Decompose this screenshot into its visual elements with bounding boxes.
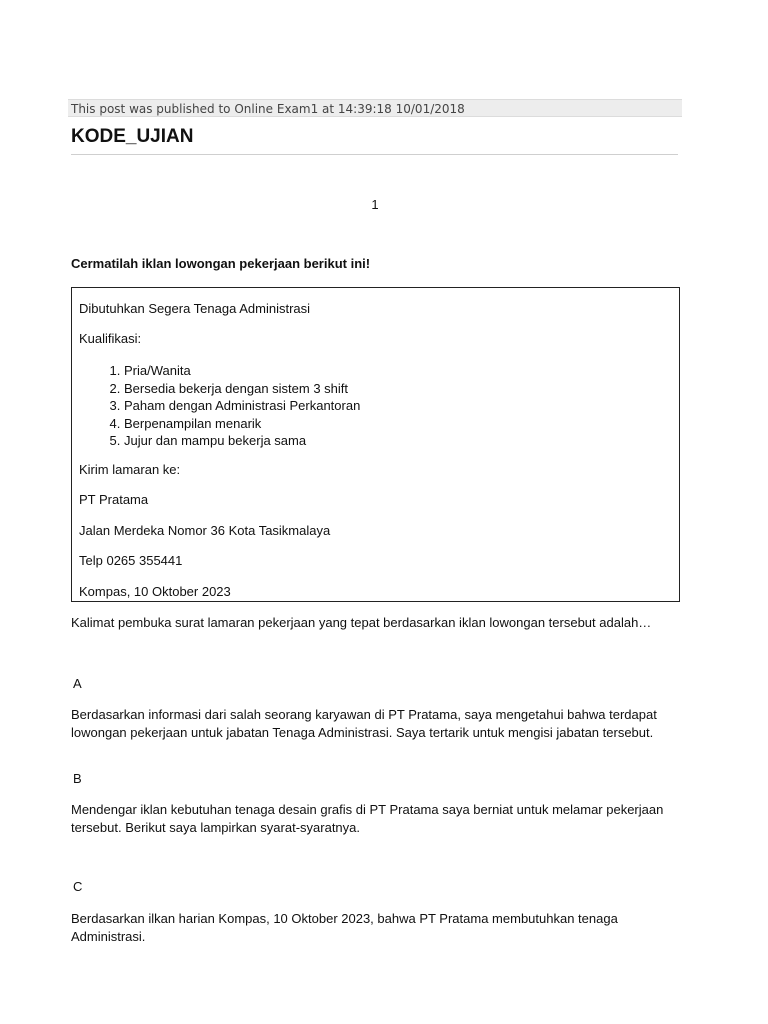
page-title: KODE_UJIAN bbox=[71, 126, 194, 147]
publish-notice: This post was published to Online Exam1 at 14:39:18 10/01/2018 bbox=[68, 99, 682, 117]
ad-qualifications-list bbox=[79, 362, 360, 450]
ad-send-label: Kirim lamaran ke: bbox=[79, 462, 181, 477]
list-item: 2. Bersedia bekerja dengan sistem 3 shift bbox=[124, 380, 360, 398]
ad-company: PT Pratama bbox=[79, 492, 149, 507]
option-b-text[interactable]: Mendengar iklan kebutuhan tenaga desain grafis di PT Pratama saya berniat untuk melamar pekerjaan tersebut. Berikut saya lampirkan syarat-syaratnya. bbox=[71, 802, 664, 835]
question-text: Kalimat pembuka surat lamaran pekerjaan yang tepat berdasarkan iklan lowongan tersebut adalah… bbox=[71, 615, 652, 630]
ad-source: Kompas, 10 Oktober 2023 bbox=[79, 584, 231, 599]
ad-heading: Dibutuhkan Segera Tenaga Administrasi bbox=[79, 301, 311, 316]
option-a-text[interactable]: Berdasarkan informasi dari salah seorang karyawan di PT Pratama, saya mengetahui bahwa terdapat lowongan pekerjaan untuk jabatan Tenaga Administrasi. Saya tertarik untuk mengisi jabatan tersebut. bbox=[71, 707, 657, 740]
job-ad-box bbox=[71, 287, 680, 602]
title-divider bbox=[71, 154, 678, 155]
list-item: 1. Pria/Wanita bbox=[124, 362, 360, 380]
ad-address: Jalan Merdeka Nomor 36 Kota Tasikmalaya bbox=[79, 523, 331, 538]
list-item: 5. Jujur dan mampu bekerja sama bbox=[124, 432, 360, 450]
list-item: 4. Berpenampilan menarik bbox=[124, 415, 360, 433]
ad-phone: Telp 0265 355441 bbox=[79, 553, 183, 568]
option-c-letter[interactable]: C bbox=[73, 879, 83, 894]
question-instruction: Cermatilah iklan lowongan pekerjaan berikut ini! bbox=[71, 256, 371, 271]
option-b-letter[interactable]: B bbox=[73, 771, 82, 786]
ad-qualifications-label: Kualifikasi: bbox=[79, 331, 142, 346]
list-item: 3. Paham dengan Administrasi Perkantoran bbox=[124, 397, 360, 415]
option-c-text[interactable]: Berdasarkan ilkan harian Kompas, 10 Oktober 2023, bahwa PT Pratama membutuhkan tenaga Administrasi. bbox=[71, 911, 618, 944]
question-number: 1 bbox=[371, 197, 379, 212]
option-a-letter[interactable]: A bbox=[73, 676, 82, 691]
